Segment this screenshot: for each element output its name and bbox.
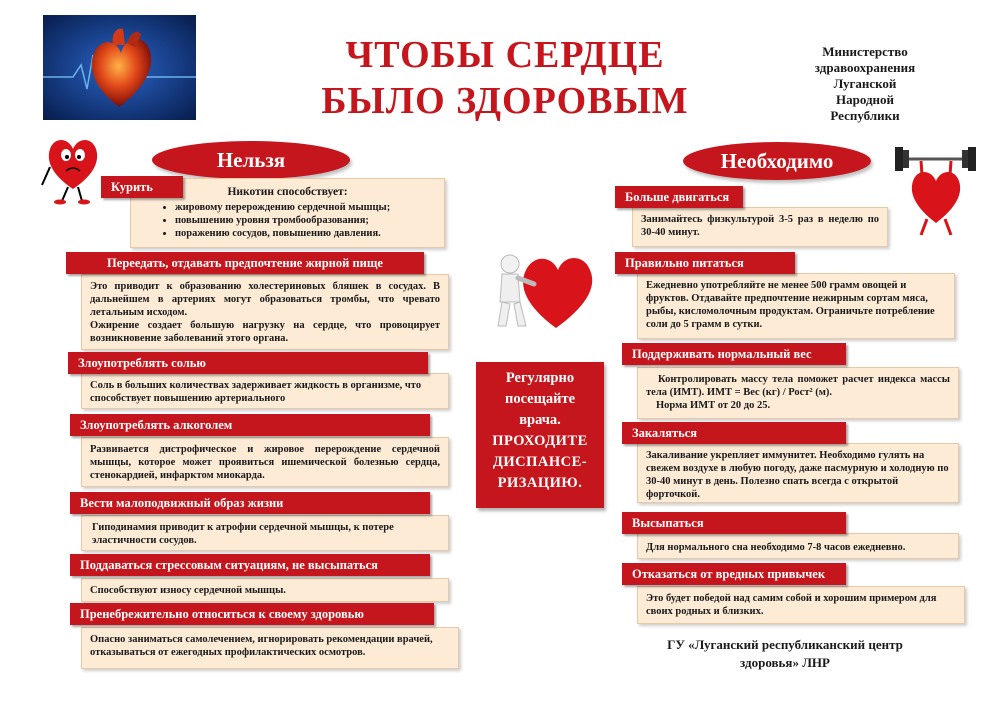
label-sleep: Высыпаться [622, 512, 846, 534]
label-sedentary: Вести малоподвижный образ жизни [70, 492, 430, 514]
text-paragraph: Развивается дистрофическое и жировое перерождение сердечной мышцы, которое может проявиться ишемической болезнью сердца, стенокардией, инфарктом миокарда. [90, 444, 440, 481]
organization-footer [640, 636, 930, 672]
label-alcohol: Злоупотреблять алкоголем [70, 414, 430, 436]
heart-weightlifting-icon [893, 139, 978, 241]
label-neglect: Пренебрежительно относиться к своему здоровью [70, 603, 434, 625]
stress-text-box [81, 578, 449, 602]
ministry-line: Министерство [822, 44, 908, 59]
text-paragraph: Занимайтесь физкультурой 3-5 раз в неделю по 30-40 минут. [641, 214, 879, 238]
text-paragraph: Для нормального сна необходимо 7-8 часов ежедневно. [646, 542, 906, 553]
ministry-line: Народной [835, 92, 895, 107]
hardening-text-box [637, 443, 959, 503]
center-line: Регулярно [505, 370, 575, 386]
text-paragraph: Опасно заниматься самолечением, игнорировать рекомендации врачей, отказываться от ежегодных профилактических осмотров. [90, 634, 433, 658]
list-item: • жировому перерождению сердечной мышцы; [175, 201, 436, 214]
center-line: ПРОХОДИТЕ [492, 433, 588, 449]
text-paragraph: Способствуют износу сердечной мышцы. [90, 585, 286, 596]
label-habits: Отказаться от вредных привычек [622, 563, 846, 585]
list-item: • повышению уровня тромбообразования; [175, 214, 436, 227]
text-paragraph: Норма ИМТ от 20 до 25. [656, 400, 771, 411]
habits-text-box [637, 586, 965, 624]
label-stress: Поддаваться стрессовым ситуациям, не высыпаться [70, 554, 430, 576]
salt-text-box [81, 373, 449, 409]
nutrition-text-box [637, 273, 955, 339]
text-paragraph: Закаливание укрепляет иммунитет. Необходимо гулять на свежем воздухе в любую погоду, даже пасмурную и холодную по 30-40 минут в день. Полезно спать всегда с открытой форточкой. [646, 450, 949, 500]
label-exercise: Больше двигаться [615, 186, 743, 208]
page-title [270, 32, 740, 124]
center-line: врача. [519, 412, 561, 428]
title-line: БЫЛО ЗДОРОВЫМ [321, 80, 689, 122]
text-paragraph: Ежедневно употребляйте не менее 500 грамм овощей и фруктов. Отдавайте предпочтение нежирным сортам мяса, рыбы, кисломолочным продуктам. Ограничьте потребление соли до 5 грамм в сутки. [646, 280, 935, 330]
center-line: ДИСПАНСЕ- [492, 454, 588, 470]
footer-line: здоровья» ЛНР [740, 655, 830, 670]
sleep-text-box [637, 533, 959, 559]
person-with-heart-icon [476, 240, 601, 332]
label-salt: Злоупотреблять солью [68, 352, 428, 374]
weight-text-box [637, 367, 959, 419]
text-paragraph: Контролировать массу тела поможет расчет индекса массы тела (ИМТ). ИМТ = Вес (кг) / Рост² (м). [646, 374, 950, 398]
footer-line: ГУ «Луганский республиканский центр [667, 637, 903, 652]
sad-heart-icon [38, 127, 108, 205]
alcohol-text-box [81, 437, 449, 487]
required-header: Необходимо [683, 142, 871, 180]
label-smoking: Курить [101, 176, 183, 198]
label-nutrition: Правильно питаться [615, 252, 795, 274]
exercise-text-box [632, 207, 888, 247]
text-paragraph: Это будет победой над самим собой и хорошим примером для своих родных и близких. [646, 593, 937, 617]
ministry-line: здравоохранения [814, 60, 916, 75]
center-line: РИЗАЦИЮ. [497, 475, 583, 491]
sedentary-text-box [81, 515, 449, 551]
ministry-line: Республики [830, 108, 900, 123]
overeating-text-box [81, 274, 449, 350]
nicotine-list [139, 201, 436, 240]
text-paragraph: Это приводит к образованию холестериновых бляшек в сосудах. В дальнейшем в артериях могут образоваться тромбы, что чревато летальным исходом. [90, 281, 440, 318]
title-line: ЧТОБЫ СЕРДЦЕ [345, 34, 665, 76]
anatomical-heart-image [43, 15, 196, 120]
neglect-text-box [81, 627, 459, 669]
forbidden-header: Нельзя [152, 141, 350, 179]
text-paragraph: Гиподинамия приводит к атрофии сердечной мышцы, к потере эластичности сосудов. [92, 522, 394, 546]
ministry-name [800, 44, 930, 124]
text-paragraph: Соль в больших количествах задерживает жидкость в организме, что способствует повышению артериального [90, 380, 422, 404]
label-overeating: Переедать, отдавать предпочтение жирной пище [66, 252, 424, 274]
nicotine-title: Никотин способствует: [227, 186, 348, 198]
label-weight: Поддерживать нормальный вес [622, 343, 846, 365]
ministry-line: Луганской [833, 76, 897, 91]
center-line: посещайте [504, 391, 576, 407]
doctor-visit-box [476, 362, 604, 508]
list-item: • поражению сосудов, повышению давления. [175, 227, 436, 240]
label-hardening: Закаляться [622, 422, 846, 444]
text-paragraph: Ожирение создает большую нагрузку на сердце, что провоцирует возникновение заболеваний этого органа. [90, 320, 440, 344]
